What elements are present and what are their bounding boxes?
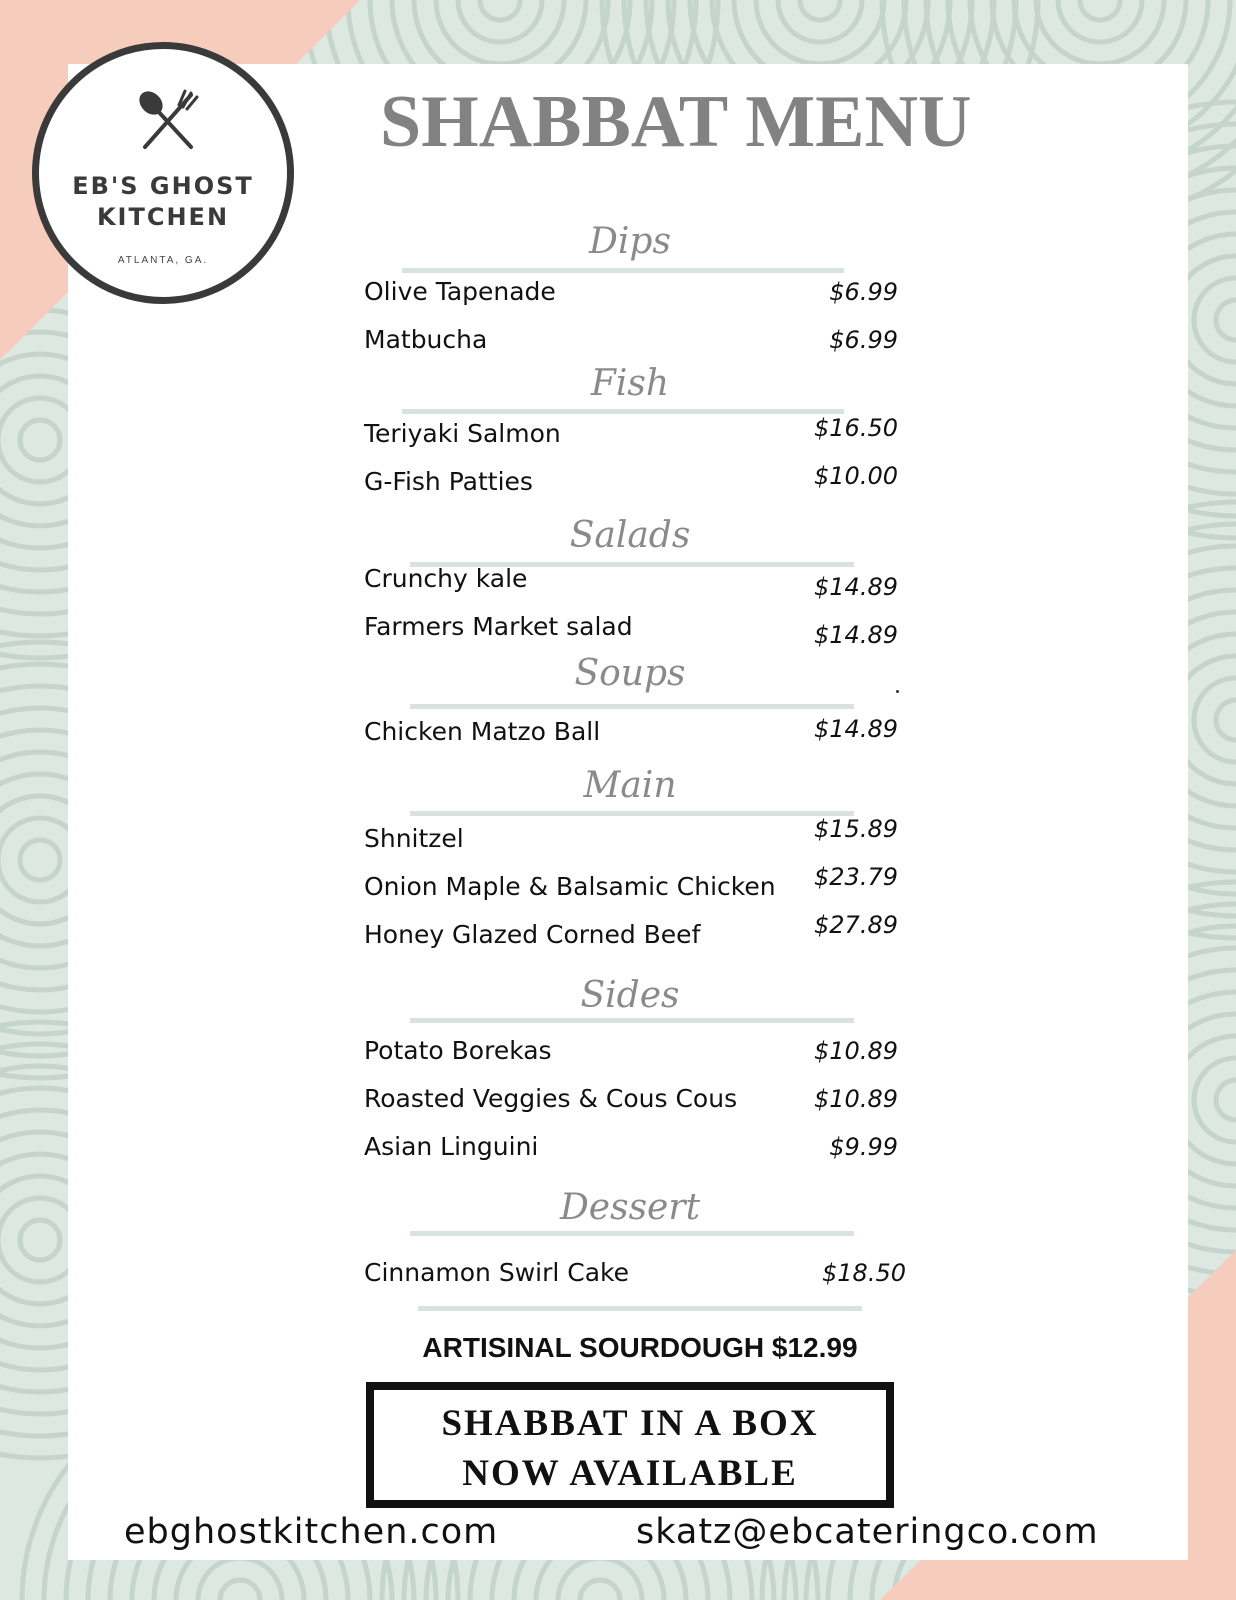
section-rule [418, 1306, 862, 1311]
website-link[interactable]: ebghostkitchen.com [124, 1512, 499, 1552]
section-heading-salads: Salads [569, 515, 691, 556]
logo-location: ATLANTA, GA. [117, 255, 209, 266]
section-rule [402, 409, 844, 414]
menu-item-price: $18.50 [822, 1259, 906, 1287]
section-rule [410, 1231, 854, 1236]
menu-item-price: $9.99 [829, 1133, 898, 1161]
logo [32, 42, 294, 304]
menu-item-name: Matbucha [364, 325, 488, 354]
section-heading-fish: Fish [590, 363, 670, 404]
menu-item-name: Shnitzel [364, 824, 464, 853]
menu-item-price: $10.00 [814, 462, 898, 490]
menu-item-name: Chicken Matzo Ball [364, 717, 601, 746]
promo-box [366, 1382, 894, 1508]
promo-line1: SHABBAT IN A BOX [441, 1403, 819, 1444]
page-title: SHABBAT MENU [380, 81, 972, 163]
menu-item-price: $6.99 [829, 326, 898, 354]
menu-item-price: $16.50 [814, 414, 898, 442]
menu-item-name: Asian Linguini [364, 1132, 539, 1161]
menu-item-price: $23.79 [814, 863, 898, 891]
section-heading-soups: Soups [574, 653, 686, 694]
section-rule [402, 268, 844, 273]
section-heading-dessert: Dessert [559, 1187, 701, 1228]
menu-item-name: Potato Borekas [364, 1036, 552, 1065]
menu-item-name: Cinnamon Swirl Cake [364, 1258, 630, 1287]
spoon-fork-icon [135, 89, 199, 153]
logo-name-line2: KITCHEN [96, 203, 230, 231]
logo-name [39, 171, 287, 233]
sourdough-offer: ARTISINAL SOURDOUGH $12.99 [422, 1332, 858, 1363]
email-link[interactable]: skatz@ebcateringco.com [636, 1512, 1099, 1552]
menu-item-name: Farmers Market salad [364, 612, 633, 641]
stray-dot [896, 690, 899, 693]
promo-line2: NOW AVAILABLE [462, 1453, 798, 1494]
menu-item-price: $14.89 [814, 573, 898, 601]
menu-item-name: G-Fish Patties [364, 467, 533, 496]
section-heading-main: Main [583, 765, 677, 806]
menu-item-price: $15.89 [814, 815, 898, 843]
menu-item-name: Olive Tapenade [364, 277, 556, 306]
logo-name-line1: EB'S GHOST [72, 172, 254, 200]
menu-item-price: $6.99 [829, 278, 898, 306]
menu-item-name: Teriyaki Salmon [364, 419, 561, 448]
section-heading-dips: Dips [589, 221, 671, 262]
menu-item-name: Crunchy kale [364, 564, 528, 593]
menu-item-name: Honey Glazed Corned Beef [364, 920, 701, 949]
menu-item-name: Roasted Veggies & Cous Cous [364, 1084, 738, 1113]
menu-item-price: $10.89 [814, 1085, 898, 1113]
menu-item-price: $27.89 [814, 911, 898, 939]
section-rule [410, 811, 854, 816]
menu-item-price: $14.89 [814, 715, 898, 743]
menu-item-price: $10.89 [814, 1037, 898, 1065]
section-rule [410, 704, 854, 709]
section-heading-sides: Sides [580, 975, 680, 1016]
menu-item-price: $14.89 [814, 621, 898, 649]
section-rule [410, 1018, 854, 1023]
menu-item-name: Onion Maple & Balsamic Chicken [364, 872, 776, 901]
